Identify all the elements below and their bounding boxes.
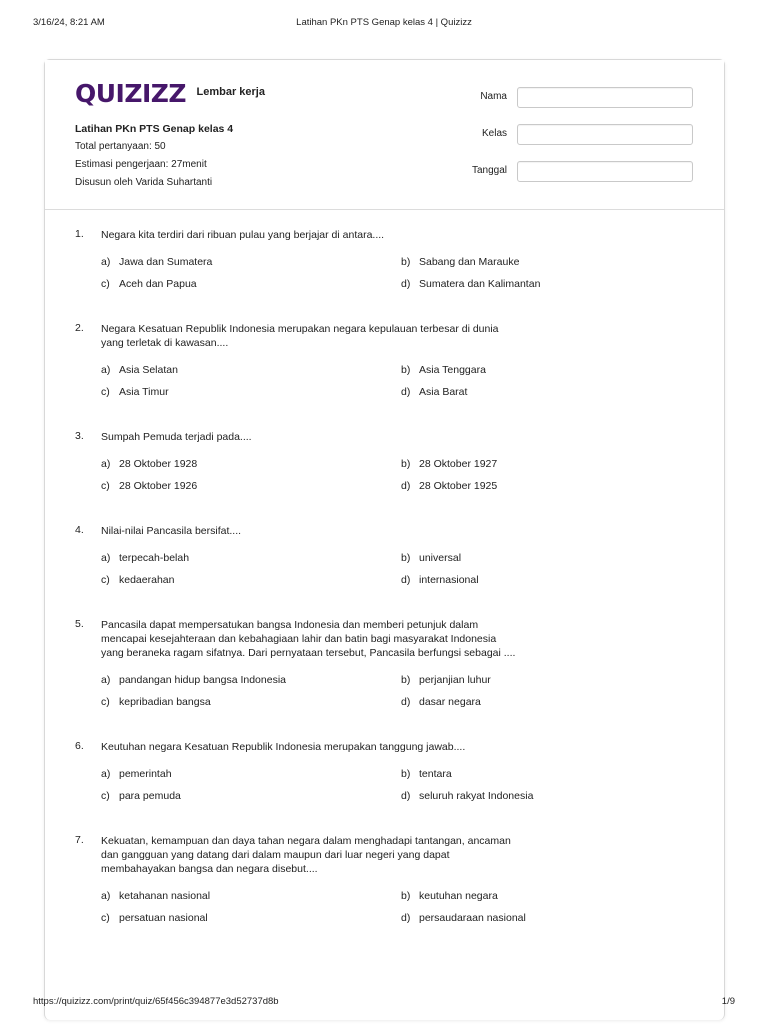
option-c[interactable]: c) 28 Oktober 1926 — [101, 480, 198, 492]
option-c[interactable]: c) para pemuda — [101, 790, 181, 802]
option-c[interactable]: c) kepribadian bangsa — [101, 696, 211, 708]
worksheet — [44, 59, 725, 1020]
question-item — [75, 228, 695, 300]
answer-options — [101, 674, 695, 718]
answer-options — [101, 364, 695, 408]
print-url: https://quizizz.com/print/quiz/65f456c394877e3d52737d8b — [33, 996, 279, 1007]
option-b[interactable]: b) Sabang dan Marauke — [401, 256, 520, 268]
quiz-info — [75, 120, 233, 192]
option-d[interactable]: d) internasional — [401, 574, 479, 586]
class-label: Kelas — [481, 128, 507, 139]
quiz-title: Latihan PKn PTS Genap kelas 4 — [75, 123, 234, 135]
answer-options — [101, 890, 695, 934]
option-a[interactable]: a) pemerintah — [101, 768, 172, 780]
question-number: 1. — [75, 228, 84, 240]
option-d[interactable]: d) 28 Oktober 1925 — [401, 480, 498, 492]
question-text: Kekuatan, kemampuan dan daya tahan negara dalam menghadapi tantangan, ancaman dan gangguan yang datang dari dalam maupun dari luar negeri yang dapat membahayakan bangsa dan negara disebut.... — [101, 835, 511, 875]
option-a[interactable]: a) terpecah-belah — [101, 552, 190, 564]
option-a[interactable]: a) ketahanan nasional — [101, 890, 211, 902]
question-number: 6. — [75, 740, 84, 752]
brand — [75, 80, 265, 108]
question-number: 3. — [75, 430, 84, 442]
quizizz-logo: QUIZIZZ — [75, 79, 187, 108]
question-item — [75, 524, 695, 596]
option-c[interactable]: c) Asia Timur — [101, 386, 169, 398]
option-a[interactable]: a) Asia Selatan — [101, 364, 178, 376]
quiz-author: Disusun oleh Varida Suhartanti — [75, 177, 213, 188]
print-header — [33, 17, 735, 31]
date-label: Tanggal — [471, 165, 507, 176]
worksheet-header — [45, 60, 724, 210]
option-a[interactable]: a) pandangan hidup bangsa Indonesia — [101, 674, 286, 686]
name-input[interactable] — [517, 87, 693, 108]
option-d[interactable]: d) persaudaraan nasional — [401, 912, 526, 924]
question-item — [75, 834, 695, 934]
question-text: Nilai-nilai Pancasila bersifat.... — [101, 525, 242, 537]
worksheet-label: Lembar kerja — [196, 86, 265, 98]
question-item — [75, 618, 695, 718]
question-text: Pancasila dapat mempersatukan bangsa Indonesia dan memberi petunjuk dalam mencapai kesejahteraan dan kebahagiaan lahir dan batin bagi masyarakat Indonesia yang beraneka ragam sifatnya. Dari pernyataan tersebut, Pancasila berfungsi sebagai .... — [101, 619, 516, 659]
date-input[interactable] — [517, 161, 693, 182]
quiz-total-questions: Total pertanyaan: 50 — [75, 141, 166, 152]
option-a[interactable]: a) Jawa dan Sumatera — [101, 256, 213, 268]
option-b[interactable]: b) Asia Tenggara — [401, 364, 486, 376]
class-input[interactable] — [517, 124, 693, 145]
answer-options — [101, 256, 695, 300]
option-d[interactable]: d) dasar negara — [401, 696, 481, 708]
option-b[interactable]: b) tentara — [401, 768, 452, 780]
question-number: 4. — [75, 524, 84, 536]
option-b[interactable]: b) perjanjian luhur — [401, 674, 491, 686]
question-list — [75, 228, 695, 934]
option-c[interactable]: c) Aceh dan Papua — [101, 278, 197, 290]
option-d[interactable]: d) Asia Barat — [401, 386, 468, 398]
question-text: Keutuhan negara Kesatuan Republik Indonesia merupakan tanggung jawab.... — [101, 741, 466, 753]
answer-options — [101, 768, 695, 812]
question-number: 2. — [75, 322, 84, 334]
print-page-number: 1/9 — [721, 996, 735, 1007]
quiz-estimate: Estimasi pengerjaan: 27menit — [75, 159, 207, 170]
option-b[interactable]: b) keutuhan negara — [401, 890, 498, 902]
option-c[interactable]: c) kedaerahan — [101, 574, 175, 586]
print-footer — [33, 996, 735, 1010]
option-b[interactable]: b) 28 Oktober 1927 — [401, 458, 498, 470]
print-datetime: 3/16/24, 8:21 AM — [33, 17, 105, 28]
question-text: Negara Kesatuan Republik Indonesia merupakan negara kepulauan terbesar di dunia yang terletak di kawasan.... — [101, 323, 499, 349]
option-a[interactable]: a) 28 Oktober 1928 — [101, 458, 198, 470]
print-page-title: Latihan PKn PTS Genap kelas 4 | Quizizz — [296, 17, 472, 28]
option-b[interactable]: b) universal — [401, 552, 462, 564]
name-field — [450, 87, 693, 109]
question-item — [75, 740, 695, 812]
question-item — [75, 322, 695, 408]
question-item — [75, 430, 695, 502]
date-field — [450, 161, 693, 183]
option-d[interactable]: d) seluruh rakyat Indonesia — [401, 790, 534, 802]
option-c[interactable]: c) persatuan nasional — [101, 912, 208, 924]
answer-options — [101, 458, 695, 502]
question-number: 7. — [75, 834, 84, 846]
option-d[interactable]: d) Sumatera dan Kalimantan — [401, 278, 541, 290]
answer-options — [101, 552, 695, 596]
question-text: Sumpah Pemuda terjadi pada.... — [101, 431, 252, 443]
question-text: Negara kita terdiri dari ribuan pulau yang berjajar di antara.... — [101, 229, 385, 241]
name-label: Nama — [480, 91, 507, 102]
class-field — [450, 124, 693, 146]
question-number: 5. — [75, 618, 84, 630]
